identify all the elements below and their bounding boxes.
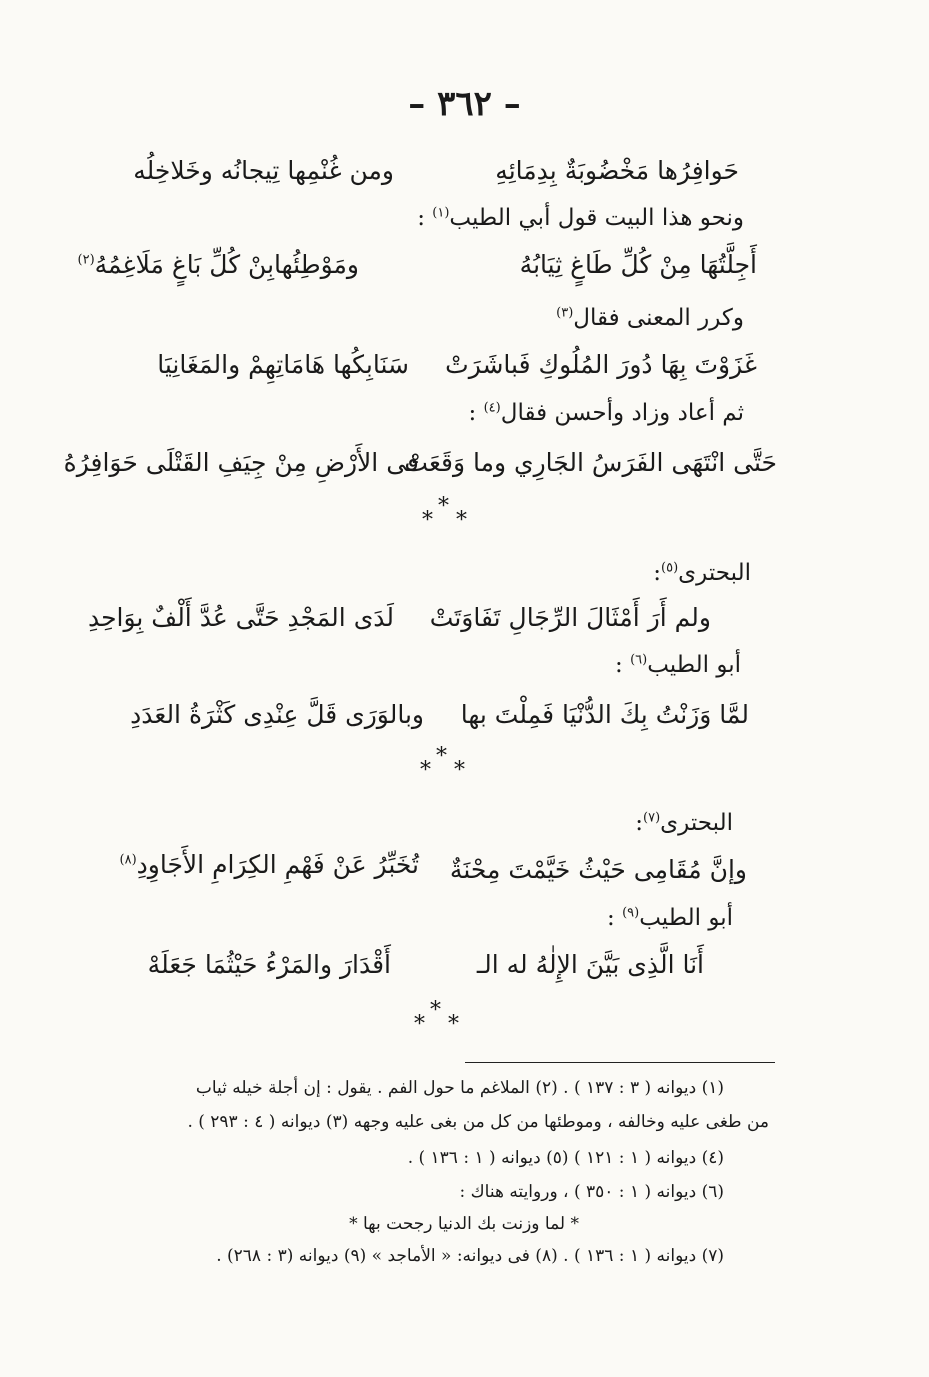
intro-line-3-text: ثم أعاد وزاد وأحسن فقال <box>500 400 744 426</box>
footnote-line-2: من طغى عليه وخالفه ، وموطئها من كل من بغى عليه وجهه (٣) ديوانه ( ٤ : ٢٩٣ ) . <box>187 1112 769 1132</box>
poet-heading-abu-tayyib-2 <box>607 905 733 931</box>
footnote-ref-7: (٧) <box>643 810 661 826</box>
verse-2-second-hemistich: ومَوْطِئُهابِنْ كُلِّ بَاغٍ مَلَاغِمُهُ <box>94 250 359 279</box>
page-number: – ٣٦٢ – <box>408 84 521 124</box>
intro-line-2 <box>556 305 744 331</box>
intro-line-3 <box>469 400 744 426</box>
footnote-line-3: (٤) ديوانه ( ١ : ١٢١ ) (٥) ديوانه ( ١ : ١٣٦ ) . <box>407 1148 724 1168</box>
poet-heading-colon: : <box>653 560 662 586</box>
verse-2-first-hemistich: أَجِلَّتُهَا مِنْ كُلِّ طَاغٍ ثِيَابُهُ <box>519 250 757 279</box>
star-glyph: * <box>422 508 433 533</box>
star-glyph: * <box>448 1012 459 1037</box>
verse-1-second-hemistich: ومن غُنْمِها تِيجانُه وخَلاخِلُه <box>133 156 394 185</box>
verse-7-first-hemistich: وإنَّ مُقَامِى حَيْثُ خَيَّمْتَ مِحْنَةٌ <box>449 855 747 884</box>
verse-5-first-hemistich: ولم أَرَ أَمْثَالَ الرِّجَالِ تَفَاوَتَتْ <box>429 603 711 632</box>
footnote-ref-2: (٢) <box>77 252 95 268</box>
separator-stars-3 <box>412 1000 472 1040</box>
footnote-line-1: (١) ديوانه ( ٣ : ١٣٧ ) . (٢) الملاغم ما حول الفم . يقول : إن أجلة خيله ثياب <box>195 1078 724 1098</box>
star-glyph: * <box>420 758 431 783</box>
star-glyph: * <box>438 494 449 519</box>
star-glyph: * <box>436 744 447 769</box>
intro-line-1 <box>417 205 744 231</box>
star-glyph: * <box>454 758 465 783</box>
verse-6-second-hemistich: وبالوَرَى قَلَّ عِنْدِى كَثْرَةُ العَدَدِ <box>130 700 424 729</box>
footnote-ref-5: (٥) <box>661 560 679 576</box>
poet-heading-abu-tayyib-1 <box>615 652 741 678</box>
intro-line-1-text: ونحو هذا البيت قول أبي الطيب <box>449 205 744 231</box>
poet-heading-buhturi-1 <box>653 560 751 586</box>
footnote-line-5: * لما وزنت بك الدنيا رجحت بها * <box>349 1214 579 1234</box>
footnote-ref-6: (٦) <box>630 652 648 668</box>
intro-line-1-colon: : <box>417 205 425 231</box>
star-glyph: * <box>414 1012 425 1037</box>
intro-line-2-text: وكرر المعنى فقال <box>573 305 744 331</box>
star-glyph: * <box>430 998 441 1023</box>
poet-name: أبو الطيب <box>639 905 733 931</box>
verse-8-first-hemistich: أَنَا الَّذِى بَيَّنَ الإِلٰهُ له الـ <box>476 950 704 979</box>
verse-3-first-hemistich: غَزَوْتَ بِهَا دُورَ المُلُوكِ فَباشَرَتْ <box>445 350 757 379</box>
poet-name: البحترى <box>678 560 751 586</box>
poet-heading-colon: : <box>607 905 615 931</box>
poet-name: أبو الطيب <box>647 652 741 678</box>
footnote-divider <box>465 1062 775 1063</box>
poet-heading-colon: : <box>635 810 644 836</box>
footnote-ref-4: (٤) <box>483 400 501 416</box>
footnote-ref-1: (١) <box>432 205 450 221</box>
verse-2-second-hemistich-wrap <box>78 250 360 279</box>
poet-heading-colon: : <box>615 652 623 678</box>
verse-4-second-hemistich: فى الأَرْضِ مِنْ جِيَفِ القَتْلَى حَوَافِرُهُ <box>63 448 419 477</box>
footnote-ref-3: (٣) <box>556 305 574 321</box>
footnote-ref-8: (٨) <box>119 852 137 868</box>
verse-8-second-hemistich: أَقْدَارَ والمَرْءُ حَيْثُمَا جَعَلَهْ <box>147 950 391 979</box>
verse-4-first-hemistich: حَتَّى انْتَهَى الفَرَسُ الجَارِي وما وَقَعَتْ <box>404 448 777 477</box>
separator-stars-2 <box>418 746 478 786</box>
verse-3-second-hemistich: سَنَابِكُها هَامَاتِهِمْ والمَغَانِيَا <box>157 350 409 379</box>
footnote-line-6: (٧) ديوانه ( ١ : ١٣٦ ) . (٨) فى ديوانه: « الأماجد » (٩) ديوانه (٣ : ٢٦٨) . <box>216 1246 724 1266</box>
footnote-line-4: (٦) ديوانه ( ١ : ٣٥٠ ) ، وروايته هناك : <box>459 1182 724 1202</box>
verse-1-first-hemistich: حَوافِرُها مَخْضُوبَةٌ بِدِمَائِهِ <box>495 156 739 185</box>
footnote-ref-9: (٩) <box>622 905 640 921</box>
poet-name: البحترى <box>660 810 733 836</box>
verse-7-second-hemistich: تُخَبِّرُ عَنْ فَهْمِ الكِرَامِ الأَجَاوِدِ <box>136 850 419 879</box>
verse-6-first-hemistich: لمَّا وَزَنْتُ بِكَ الدُّنْيَا فَمِلْتَ بها <box>460 700 749 729</box>
star-glyph: * <box>456 508 467 533</box>
poet-heading-buhturi-2 <box>635 810 733 836</box>
verse-5-second-hemistich: لَدَى المَجْدِ حَتَّى عُدَّ أَلْفٌ بِوَاحِدِ <box>87 603 394 632</box>
intro-line-3-colon: : <box>468 400 477 426</box>
verse-7-second-hemistich-wrap <box>120 850 420 879</box>
separator-stars-1 <box>420 496 480 536</box>
